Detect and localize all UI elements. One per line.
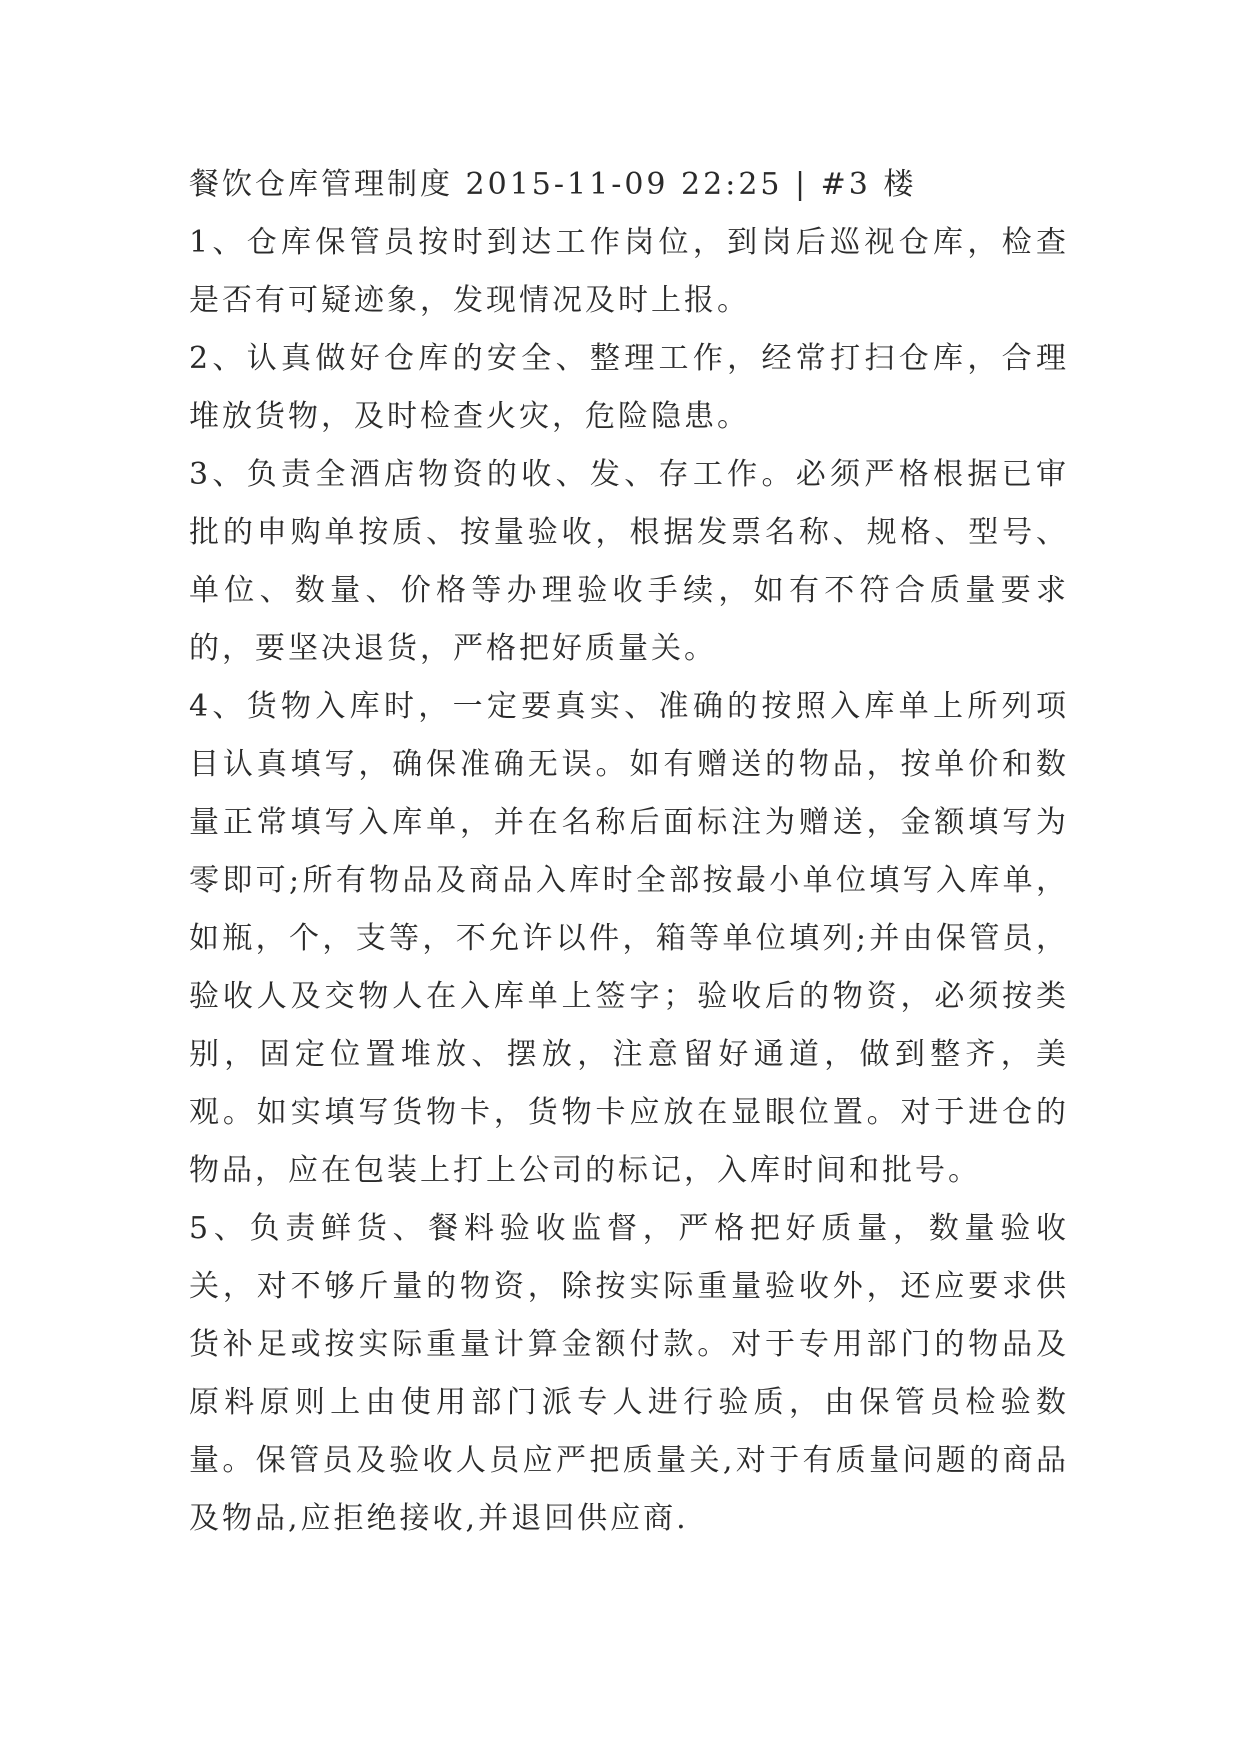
- document-body: [189, 156, 1069, 1548]
- paragraph-4: 4、货物入库时，一定要真实、准确的按照入库单上所列项目认真填写，确保准确无误。如有赠送的物品，按单价和数量正常填写入库单，并在名称后面标注为赠送，金额填写为零即可;所有物品及商品入库时全部按最小单位填写入库单，如瓶，个，支等，不允许以件，箱等单位填列;并由保管员，验收人及交物人在入库单上签字；验收后的物资，必须按类别，固定位置堆放、摆放，注意留好通道，做到整齐，美观。如实填写货物卡，货物卡应放在显眼位置。对于进仓的物品，应在包装上打上公司的标记，入库时间和批号。: [189, 689, 1069, 1188]
- paragraph-1: 1、仓库保管员按时到达工作岗位，到岗后巡视仓库，检查是否有可疑迹象，发现情况及时上报。: [189, 225, 1069, 318]
- document-header: 餐饮仓库管理制度 2015-11-09 22:25 | #3 楼: [189, 167, 917, 202]
- paragraph-2: 2、认真做好仓库的安全、整理工作，经常打扫仓库，合理堆放货物，及时检查火灾，危险隐患。: [189, 341, 1069, 434]
- paragraph-3: 3、负责全酒店物资的收、发、存工作。必须严格根据已审批的申购单按质、按量验收，根据发票名称、规格、型号、单位、数量、价格等办理验收手续，如有不符合质量要求的，要坚决退货，严格把好质量关。: [189, 457, 1069, 666]
- paragraph-5: 5、负责鲜货、餐料验收监督，严格把好质量，数量验收关，对不够斤量的物资，除按实际重量验收外，还应要求供货补足或按实际重量计算金额付款。对于专用部门的物品及原料原则上由使用部门派专人进行验质，由保管员检验数量。保管员及验收人员应严把质量关,对于有质量问题的商品及物品,应拒绝接收,并退回供应商.: [189, 1211, 1069, 1536]
